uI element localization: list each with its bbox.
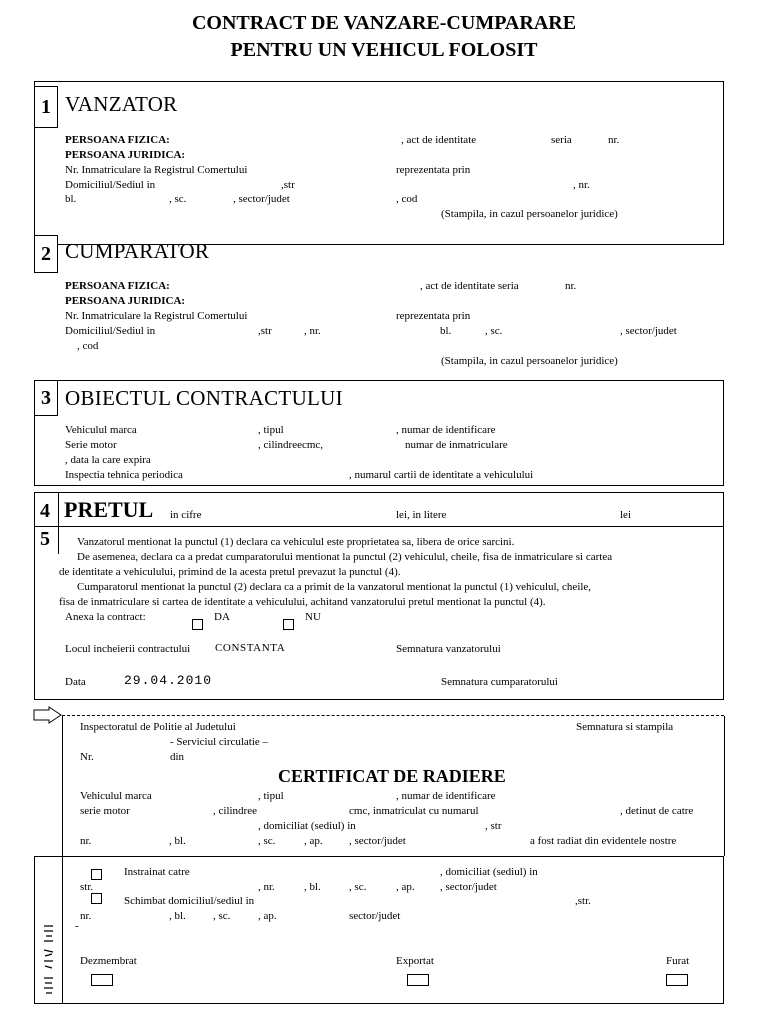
object-tipul-label: , tipul (258, 424, 284, 436)
buyer-nr-label: nr. (565, 280, 577, 292)
cert-bl-label: , bl. (169, 835, 186, 847)
object-section-title: OBIECTUL CONTRACTULUI (65, 386, 343, 410)
police-nr-label: Nr. (80, 751, 94, 763)
cert-marca-label: Vehiculul marca (80, 790, 152, 802)
anexa-label: Anexa la contract: (65, 611, 146, 623)
clause-buyer-receipt-1: Cumparatorul mentionat la punctul (2) declara ca a primit de la vanzatorul mentionat la punctul (1) vehiculul, cheile, (77, 581, 592, 593)
object-motor-label: Serie motor (65, 439, 117, 451)
instrainat-str-label: str. (80, 881, 94, 893)
cert-ident-label: , numar de identificare (396, 790, 496, 802)
schimbat-nr-label: nr. (80, 910, 92, 922)
instrainat-sector-label: , sector/judet (440, 881, 497, 893)
contract-title-line1: CONTRACT DE VANZARE-CUMPARARE (191, 12, 577, 34)
seller-bl-label: bl. (65, 193, 77, 205)
cert-sector-label: , sector/judet (349, 835, 406, 847)
rotated-handwriting-mark (41, 922, 57, 998)
cert-sc-label: , sc. (258, 835, 276, 847)
cert-str-label: , str (485, 820, 502, 832)
cert-tipul-label: , tipul (258, 790, 284, 802)
seller-stamp-note: (Stampila, in cazul persoanelor juridice) (441, 208, 618, 220)
schimbat-ap-label: , ap. (258, 910, 277, 922)
buyer-cod-label: , cod (77, 340, 99, 352)
instrainat-label: Instrainat catre (124, 866, 190, 878)
status-section (34, 856, 724, 1004)
clause-seller-ownership: Vanzatorul mentionat la punctul (1) declara ca vehiculul este proprietatea sa, libera de orice sarcini. (77, 536, 515, 548)
object-carte-label: , numarul cartii de identitate a vehiculului (349, 469, 534, 481)
cert-ap-label: , ap. (304, 835, 323, 847)
seller-dom-label: Domiciliul/Sediul in (65, 179, 156, 191)
dezmembrat-label: Dezmembrat (80, 955, 137, 967)
buyer-reg-label: Nr. Inmatriculare la Registrul Comertului (65, 310, 248, 322)
schimbat-label: Schimbat domiciliul/sediul in (124, 895, 255, 907)
cert-nr-label: nr. (80, 835, 92, 847)
date-label: Data (65, 676, 86, 688)
clause-buyer-receipt-2: fisa de inmatriculare si cartea de identitate a vehiculului, achitand vanzatorului pretul mentionat la punctul (4). (59, 596, 546, 608)
exportat-label: Exportat (396, 955, 434, 967)
anexa-da-label: DA (214, 611, 230, 623)
seller-sc-label: , sc. (169, 193, 187, 205)
police-left-border (62, 716, 63, 856)
schimbat-sc-label: , sc. (213, 910, 231, 922)
object-data-label: , data la care expira (65, 454, 151, 466)
buyer-bl-label: bl. (440, 325, 452, 337)
buyer-pj-label: PERSOANA JURIDICA: (65, 295, 186, 307)
seller-reg-label: Nr. Inmatriculare la Registrul Comertului (65, 164, 248, 176)
instrainat-bl-label: , bl. (304, 881, 321, 893)
price-cifre-label: in cifre (170, 509, 202, 521)
buyer-repr-label: reprezentata prin (396, 310, 471, 322)
schimbat-checkbox[interactable] (91, 893, 102, 904)
furat-label: Furat (666, 955, 690, 967)
section-4-5-divider (34, 526, 724, 527)
section-number-1: 1 (34, 86, 58, 128)
police-din-label: din (170, 751, 185, 763)
locul-value: CONSTANTA (215, 642, 286, 654)
status-left-divider (62, 856, 63, 1004)
exportat-checkbox[interactable] (407, 974, 429, 986)
instrainat-checkbox[interactable] (91, 869, 102, 880)
dash-mark: - (75, 920, 79, 932)
cert-detinut-label: , detinut de catre (620, 805, 694, 817)
seller-nr2-label: , nr. (573, 179, 590, 191)
buyer-nr2-label: , nr. (304, 325, 321, 337)
object-itp-label: Inspectia tehnica periodica (65, 469, 183, 481)
object-cil-label: , cilindreecmc, (258, 439, 324, 451)
section-number-5: 5 (40, 528, 50, 550)
schimbat-str-label: ,str. (575, 895, 591, 907)
section-number-2: 2 (34, 235, 58, 273)
seller-cod-label: , cod (396, 193, 418, 205)
section-number-4: 4 (40, 500, 50, 522)
price-lei-label: lei (620, 509, 631, 521)
cert-radiat-label: a fost radiat din evidentele nostre (530, 835, 677, 847)
seller-str-label: ,str (281, 179, 295, 191)
schimbat-sector-label: sector/judet (349, 910, 401, 922)
seller-sector-label: , sector/judet (233, 193, 290, 205)
clause-seller-handover-1: De asemenea, declara ca a predat cumparatorului mentionat la punctul (2) vehiculul, cheile, fisa de inmatriculare si cartea (77, 551, 613, 563)
cut-arrow-icon (33, 706, 63, 726)
police-service-label: - Serviciul circulatie – (170, 736, 269, 748)
cert-cmc-label: cmc, inmatriculat cu numarul (349, 805, 479, 817)
furat-checkbox[interactable] (666, 974, 688, 986)
object-marca-label: Vehiculul marca (65, 424, 137, 436)
seller-section-title: VANZATOR (65, 92, 178, 116)
buyer-str-label: ,str (258, 325, 272, 337)
buyer-signature-label: Semnatura cumparatorului (441, 676, 558, 688)
buyer-sector-label: , sector/judet (620, 325, 677, 337)
seller-pj-label: PERSOANA JURIDICA: (65, 149, 186, 161)
instrainat-dom-label: , domiciliat (sediul) in (440, 866, 538, 878)
seller-pf-label: PERSOANA FIZICA: (65, 134, 170, 146)
buyer-act-label: , act de identitate seria (420, 280, 519, 292)
seller-act-label: , act de identitate (401, 134, 477, 146)
police-signature-label: Semnatura si stampila (576, 721, 674, 733)
cert-cil-label: , cilindree (213, 805, 257, 817)
cert-motor-label: serie motor (80, 805, 130, 817)
certificate-title: CERTIFICAT DE RADIERE (278, 766, 506, 786)
seller-seria-label: seria (551, 134, 572, 146)
buyer-section-title: CUMPARATOR (65, 239, 210, 263)
police-insp-label: Inspectoratul de Politie al Judetului (80, 721, 236, 733)
instrainat-nr-label: , nr. (258, 881, 275, 893)
locul-label: Locul incheierii contractului (65, 643, 191, 655)
contract-title-line2: PENTRU UN VEHICUL FOLOSIT (230, 39, 538, 61)
anexa-nu-label: NU (305, 611, 321, 623)
seller-repr-label: reprezentata prin (396, 164, 471, 176)
date-value: 29.04.2010 (124, 673, 213, 688)
instrainat-sc-label: , sc. (349, 881, 367, 893)
buyer-pf-label: PERSOANA FIZICA: (65, 280, 170, 292)
schimbat-bl-label: , bl. (169, 910, 186, 922)
buyer-dom-label: Domiciliul/Sediul in (65, 325, 156, 337)
seller-nr-label: nr. (608, 134, 620, 146)
price-litere-label: lei, in litere (396, 509, 447, 521)
police-right-border (724, 716, 725, 856)
number-column-divider (58, 492, 59, 554)
instrainat-ap-label: , ap. (396, 881, 415, 893)
dezmembrat-checkbox[interactable] (91, 974, 113, 986)
cert-dom-label: , domiciliat (sediul) in (258, 820, 356, 832)
section-number-3: 3 (34, 380, 58, 416)
price-section-title: PRETUL (64, 497, 154, 522)
buyer-sc-label: , sc. (485, 325, 503, 337)
seller-signature-label: Semnatura vanzatorului (396, 643, 501, 655)
cut-line (62, 715, 724, 716)
object-ident-label: , numar de identificare (396, 424, 496, 436)
object-inm-label: numar de inmatriculare (405, 439, 508, 451)
buyer-stamp-note: (Stampila, in cazul persoanelor juridice) (441, 355, 618, 367)
anexa-nu-checkbox[interactable] (283, 619, 294, 630)
anexa-da-checkbox[interactable] (192, 619, 203, 630)
clause-seller-handover-2: de identitate a vehiculului, primind de la acesta pretul prevazut la punctul (4). (59, 566, 401, 578)
